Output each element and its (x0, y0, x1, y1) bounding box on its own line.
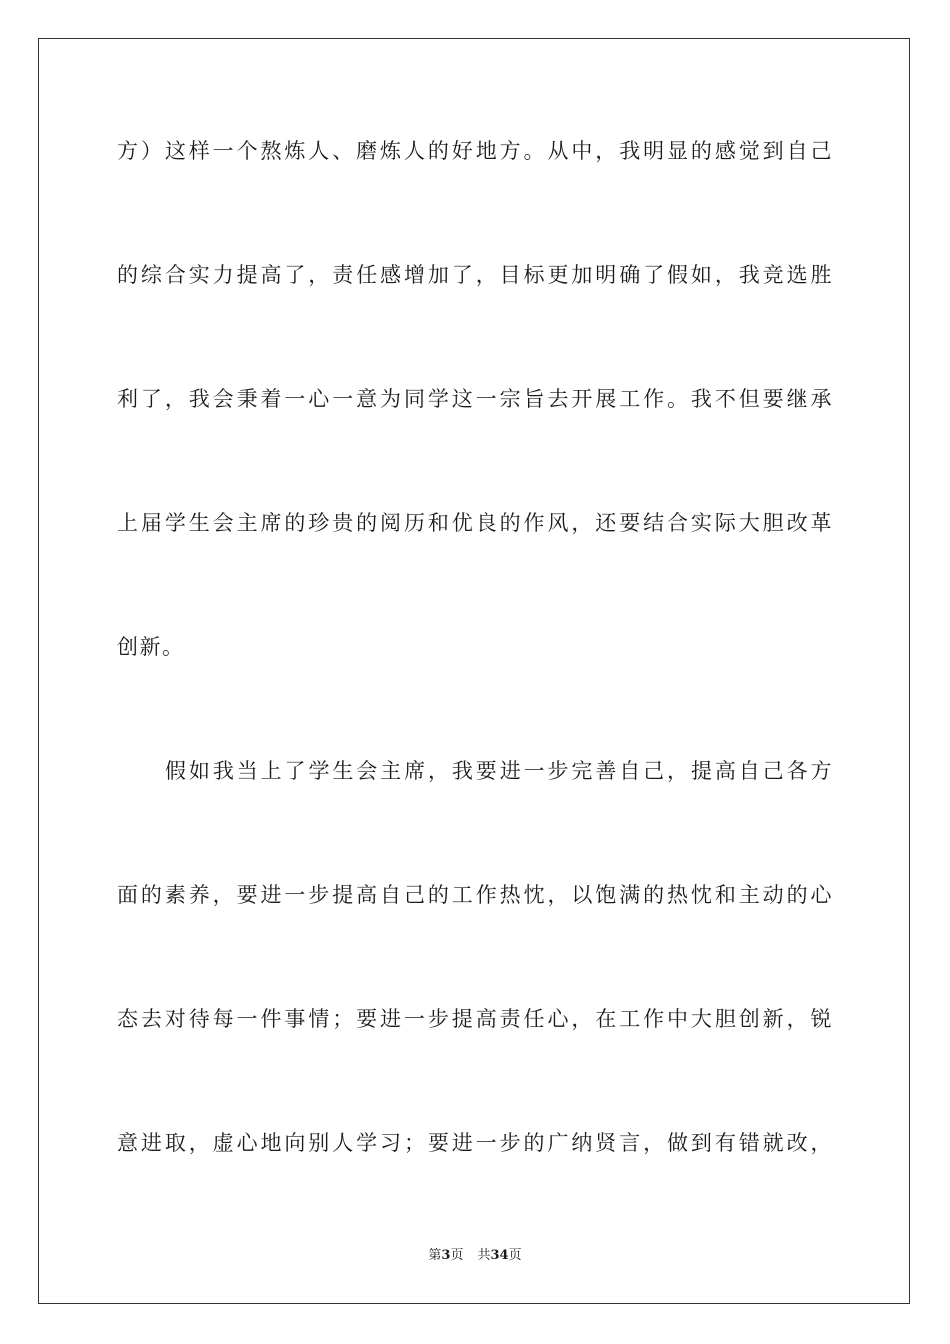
page-prefix: 第 (428, 1248, 442, 1263)
page-border (38, 38, 910, 1304)
page-suffix: 页 (450, 1248, 464, 1263)
page-footer (0, 1247, 950, 1265)
total-suffix: 页 (508, 1248, 522, 1263)
text-line-6: 假如我当上了学生会主席，我要进一步完善自己，提高自己各方 (165, 759, 833, 783)
text-line-9: 意进取，虚心地向别人学习；要进一步的广纳贤言，做到有错就改， (117, 1131, 833, 1155)
text-line-4: 上届学生会主席的珍贵的阅历和优良的作风，还要结合实际大胆改革 (117, 511, 833, 535)
text-line-1: 方）这样一个熬炼人、磨炼人的好地方。从中，我明显的感觉到自己 (117, 139, 833, 163)
page-number: 3 (441, 1248, 451, 1263)
total-pages: 34 (490, 1248, 509, 1263)
text-line-3: 利了，我会秉着一心一意为同学这一宗旨去开展工作。我不但要继承 (117, 387, 833, 411)
text-line-7: 面的素养，要进一步提高自己的工作热忱，以饱满的热忱和主动的心 (117, 883, 833, 907)
text-line-5: 创新。 (117, 635, 185, 659)
text-line-8: 态去对待每一件事情；要进一步提高责任心，在工作中大胆创新，锐 (117, 1007, 833, 1031)
total-prefix: 共 (477, 1248, 491, 1263)
text-line-2: 的综合实力提高了，责任感增加了，目标更加明确了假如，我竞选胜 (117, 263, 833, 287)
